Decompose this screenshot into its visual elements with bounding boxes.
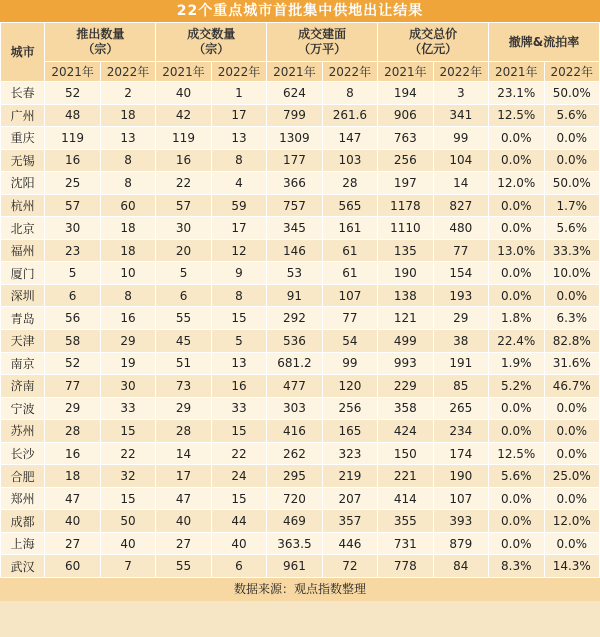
value-cell: 17 xyxy=(156,465,211,488)
table-row xyxy=(1,82,600,105)
table-row xyxy=(1,127,600,150)
table-row xyxy=(1,307,600,330)
value-cell: 29 xyxy=(45,397,100,420)
value-cell: 31.6% xyxy=(544,352,600,375)
value-cell: 84 xyxy=(433,555,488,578)
value-cell: 197 xyxy=(378,172,433,195)
value-cell: 119 xyxy=(45,127,100,150)
value-cell: 10 xyxy=(100,262,155,285)
value-cell: 358 xyxy=(378,397,433,420)
value-cell: 5.6% xyxy=(544,217,600,240)
value-cell: 10.0% xyxy=(544,262,600,285)
value-cell: 0.0% xyxy=(544,397,600,420)
value-cell: 0.0% xyxy=(489,149,544,172)
value-cell: 0.0% xyxy=(489,194,544,217)
value-cell: 9 xyxy=(211,262,266,285)
city-name-cell: 济南 xyxy=(1,375,45,398)
value-cell: 5 xyxy=(156,262,211,285)
value-cell: 40 xyxy=(156,510,211,533)
value-cell: 5.2% xyxy=(489,375,544,398)
value-cell: 77 xyxy=(322,307,377,330)
value-cell: 0.0% xyxy=(544,442,600,465)
value-cell: 32 xyxy=(100,465,155,488)
city-name-cell: 上海 xyxy=(1,532,45,555)
city-name-cell: 重庆 xyxy=(1,127,45,150)
city-name-cell: 武汉 xyxy=(1,555,45,578)
value-cell: 1309 xyxy=(267,127,322,150)
value-cell: 265 xyxy=(433,397,488,420)
value-cell: 0.0% xyxy=(544,532,600,555)
value-cell: 6 xyxy=(45,284,100,307)
header-year: 2021年 xyxy=(45,62,100,82)
value-cell: 30 xyxy=(45,217,100,240)
value-cell: 25 xyxy=(45,172,100,195)
value-cell: 50.0% xyxy=(544,82,600,105)
value-cell: 57 xyxy=(45,194,100,217)
value-cell: 5 xyxy=(211,330,266,353)
value-cell: 5.6% xyxy=(489,465,544,488)
table-row xyxy=(1,217,600,240)
value-cell: 565 xyxy=(322,194,377,217)
header-year: 2022年 xyxy=(322,62,377,82)
city-name-cell: 北京 xyxy=(1,217,45,240)
value-cell: 13.0% xyxy=(489,239,544,262)
value-cell: 6 xyxy=(156,284,211,307)
value-cell: 150 xyxy=(378,442,433,465)
value-cell: 18 xyxy=(45,465,100,488)
table-row xyxy=(1,284,600,307)
value-cell: 107 xyxy=(433,487,488,510)
value-cell: 1.8% xyxy=(489,307,544,330)
value-cell: 731 xyxy=(378,532,433,555)
value-cell: 1 xyxy=(211,82,266,105)
value-cell: 99 xyxy=(433,127,488,150)
value-cell: 0.0% xyxy=(489,420,544,443)
value-cell: 1.7% xyxy=(544,194,600,217)
value-cell: 55 xyxy=(156,307,211,330)
value-cell: 323 xyxy=(322,442,377,465)
value-cell: 993 xyxy=(378,352,433,375)
value-cell: 42 xyxy=(156,104,211,127)
value-cell: 15 xyxy=(211,487,266,510)
table-body xyxy=(1,82,600,578)
value-cell: 0.0% xyxy=(489,532,544,555)
value-cell: 207 xyxy=(322,487,377,510)
value-cell: 119 xyxy=(156,127,211,150)
value-cell: 13 xyxy=(211,352,266,375)
table-row xyxy=(1,487,600,510)
value-cell: 24 xyxy=(211,465,266,488)
value-cell: 146 xyxy=(267,239,322,262)
value-cell: 8 xyxy=(322,82,377,105)
table-row xyxy=(1,239,600,262)
value-cell: 0.0% xyxy=(489,217,544,240)
value-cell: 27 xyxy=(156,532,211,555)
value-cell: 40 xyxy=(211,532,266,555)
value-cell: 190 xyxy=(433,465,488,488)
value-cell: 4 xyxy=(211,172,266,195)
value-cell: 50 xyxy=(100,510,155,533)
value-cell: 393 xyxy=(433,510,488,533)
value-cell: 44 xyxy=(211,510,266,533)
header-group-rate: 撤牌&流拍率 xyxy=(489,23,600,62)
value-cell: 138 xyxy=(378,284,433,307)
value-cell: 91 xyxy=(267,284,322,307)
value-cell: 20 xyxy=(156,239,211,262)
value-cell: 161 xyxy=(322,217,377,240)
value-cell: 446 xyxy=(322,532,377,555)
value-cell: 28 xyxy=(156,420,211,443)
table-row xyxy=(1,172,600,195)
table-header xyxy=(1,23,600,82)
value-cell: 58 xyxy=(45,330,100,353)
value-cell: 13 xyxy=(211,127,266,150)
value-cell: 345 xyxy=(267,217,322,240)
value-cell: 22 xyxy=(211,442,266,465)
value-cell: 51 xyxy=(156,352,211,375)
value-cell: 30 xyxy=(156,217,211,240)
header-group-area: 成交建面 （万平） xyxy=(267,23,378,62)
city-name-cell: 厦门 xyxy=(1,262,45,285)
value-cell: 12 xyxy=(211,239,266,262)
value-cell: 3 xyxy=(433,82,488,105)
value-cell: 40 xyxy=(100,532,155,555)
table-row xyxy=(1,330,600,353)
value-cell: 120 xyxy=(322,375,377,398)
value-cell: 363.5 xyxy=(267,532,322,555)
value-cell: 38 xyxy=(433,330,488,353)
table-row xyxy=(1,510,600,533)
value-cell: 121 xyxy=(378,307,433,330)
value-cell: 77 xyxy=(45,375,100,398)
value-cell: 17 xyxy=(211,217,266,240)
city-name-cell: 成都 xyxy=(1,510,45,533)
value-cell: 0.0% xyxy=(489,487,544,510)
value-cell: 103 xyxy=(322,149,377,172)
value-cell: 18 xyxy=(100,217,155,240)
value-cell: 424 xyxy=(378,420,433,443)
value-cell: 416 xyxy=(267,420,322,443)
value-cell: 50.0% xyxy=(544,172,600,195)
value-cell: 52 xyxy=(45,352,100,375)
city-name-cell: 广州 xyxy=(1,104,45,127)
value-cell: 0.0% xyxy=(489,510,544,533)
value-cell: 6 xyxy=(211,555,266,578)
value-cell: 5.6% xyxy=(544,104,600,127)
value-cell: 13 xyxy=(100,127,155,150)
value-cell: 33 xyxy=(100,397,155,420)
value-cell: 73 xyxy=(156,375,211,398)
value-cell: 17 xyxy=(211,104,266,127)
value-cell: 107 xyxy=(322,284,377,307)
value-cell: 47 xyxy=(156,487,211,510)
table-row xyxy=(1,555,600,578)
value-cell: 1178 xyxy=(378,194,433,217)
data-table xyxy=(0,22,600,578)
header-year: 2022年 xyxy=(433,62,488,82)
value-cell: 40 xyxy=(45,510,100,533)
value-cell: 15 xyxy=(211,420,266,443)
value-cell: 72 xyxy=(322,555,377,578)
value-cell: 8 xyxy=(211,284,266,307)
header-year: 2021年 xyxy=(378,62,433,82)
value-cell: 341 xyxy=(433,104,488,127)
city-name-cell: 宁波 xyxy=(1,397,45,420)
value-cell: 8 xyxy=(100,172,155,195)
value-cell: 135 xyxy=(378,239,433,262)
value-cell: 54 xyxy=(322,330,377,353)
value-cell: 8 xyxy=(100,284,155,307)
value-cell: 469 xyxy=(267,510,322,533)
city-name-cell: 福州 xyxy=(1,239,45,262)
header-year: 2021年 xyxy=(489,62,544,82)
value-cell: 60 xyxy=(100,194,155,217)
value-cell: 12.0% xyxy=(544,510,600,533)
value-cell: 55 xyxy=(156,555,211,578)
value-cell: 0.0% xyxy=(544,284,600,307)
table-row xyxy=(1,352,600,375)
value-cell: 40 xyxy=(156,82,211,105)
value-cell: 33.3% xyxy=(544,239,600,262)
value-cell: 191 xyxy=(433,352,488,375)
table-row xyxy=(1,262,600,285)
value-cell: 720 xyxy=(267,487,322,510)
value-cell: 82.8% xyxy=(544,330,600,353)
value-cell: 681.2 xyxy=(267,352,322,375)
value-cell: 59 xyxy=(211,194,266,217)
header-city: 城市 xyxy=(1,23,45,82)
value-cell: 0.0% xyxy=(544,149,600,172)
value-cell: 193 xyxy=(433,284,488,307)
value-cell: 56 xyxy=(45,307,100,330)
city-name-cell: 郑州 xyxy=(1,487,45,510)
value-cell: 29 xyxy=(156,397,211,420)
header-year: 2022年 xyxy=(544,62,600,82)
value-cell: 61 xyxy=(322,262,377,285)
value-cell: 480 xyxy=(433,217,488,240)
value-cell: 624 xyxy=(267,82,322,105)
value-cell: 18 xyxy=(100,104,155,127)
value-cell: 22 xyxy=(156,172,211,195)
value-cell: 1.9% xyxy=(489,352,544,375)
value-cell: 256 xyxy=(322,397,377,420)
value-cell: 22.4% xyxy=(489,330,544,353)
header-year: 2021年 xyxy=(267,62,322,82)
value-cell: 60 xyxy=(45,555,100,578)
value-cell: 16 xyxy=(211,375,266,398)
value-cell: 16 xyxy=(156,149,211,172)
table-row xyxy=(1,104,600,127)
value-cell: 219 xyxy=(322,465,377,488)
city-name-cell: 深圳 xyxy=(1,284,45,307)
value-cell: 906 xyxy=(378,104,433,127)
value-cell: 23.1% xyxy=(489,82,544,105)
value-cell: 256 xyxy=(378,149,433,172)
value-cell: 61 xyxy=(322,239,377,262)
value-cell: 28 xyxy=(322,172,377,195)
value-cell: 414 xyxy=(378,487,433,510)
value-cell: 799 xyxy=(267,104,322,127)
header-year: 2022年 xyxy=(211,62,266,82)
value-cell: 295 xyxy=(267,465,322,488)
value-cell: 147 xyxy=(322,127,377,150)
value-cell: 15 xyxy=(100,420,155,443)
value-cell: 778 xyxy=(378,555,433,578)
table-row xyxy=(1,375,600,398)
header-group-sold: 成交数量 （宗） xyxy=(156,23,267,62)
city-name-cell: 青岛 xyxy=(1,307,45,330)
value-cell: 234 xyxy=(433,420,488,443)
value-cell: 221 xyxy=(378,465,433,488)
value-cell: 7 xyxy=(100,555,155,578)
value-cell: 12.0% xyxy=(489,172,544,195)
value-cell: 1110 xyxy=(378,217,433,240)
value-cell: 0.0% xyxy=(544,127,600,150)
value-cell: 57 xyxy=(156,194,211,217)
city-name-cell: 天津 xyxy=(1,330,45,353)
value-cell: 8 xyxy=(211,149,266,172)
value-cell: 18 xyxy=(100,239,155,262)
city-name-cell: 合肥 xyxy=(1,465,45,488)
value-cell: 0.0% xyxy=(489,284,544,307)
city-name-cell: 沈阳 xyxy=(1,172,45,195)
value-cell: 499 xyxy=(378,330,433,353)
value-cell: 763 xyxy=(378,127,433,150)
value-cell: 229 xyxy=(378,375,433,398)
value-cell: 47 xyxy=(45,487,100,510)
table-row xyxy=(1,442,600,465)
value-cell: 177 xyxy=(267,149,322,172)
value-cell: 303 xyxy=(267,397,322,420)
value-cell: 23 xyxy=(45,239,100,262)
value-cell: 99 xyxy=(322,352,377,375)
value-cell: 8 xyxy=(100,149,155,172)
city-name-cell: 苏州 xyxy=(1,420,45,443)
value-cell: 45 xyxy=(156,330,211,353)
value-cell: 961 xyxy=(267,555,322,578)
value-cell: 104 xyxy=(433,149,488,172)
city-name-cell: 长沙 xyxy=(1,442,45,465)
header-group-launched: 推出数量 （宗） xyxy=(45,23,156,62)
value-cell: 165 xyxy=(322,420,377,443)
value-cell: 194 xyxy=(378,82,433,105)
value-cell: 14 xyxy=(433,172,488,195)
value-cell: 52 xyxy=(45,82,100,105)
table-title: 22个重点城市首批集中供地出让结果 xyxy=(0,0,600,22)
value-cell: 0.0% xyxy=(489,262,544,285)
table-row xyxy=(1,420,600,443)
value-cell: 190 xyxy=(378,262,433,285)
value-cell: 48 xyxy=(45,104,100,127)
table-row xyxy=(1,532,600,555)
value-cell: 14 xyxy=(156,442,211,465)
value-cell: 77 xyxy=(433,239,488,262)
value-cell: 12.5% xyxy=(489,442,544,465)
value-cell: 27 xyxy=(45,532,100,555)
header-year: 2022年 xyxy=(100,62,155,82)
value-cell: 262 xyxy=(267,442,322,465)
city-name-cell: 杭州 xyxy=(1,194,45,217)
value-cell: 0.0% xyxy=(544,487,600,510)
value-cell: 879 xyxy=(433,532,488,555)
value-cell: 357 xyxy=(322,510,377,533)
value-cell: 261.6 xyxy=(322,104,377,127)
city-name-cell: 长春 xyxy=(1,82,45,105)
value-cell: 19 xyxy=(100,352,155,375)
source-note: 数据来源：观点指数整理 xyxy=(0,578,600,601)
value-cell: 0.0% xyxy=(489,397,544,420)
value-cell: 12.5% xyxy=(489,104,544,127)
city-name-cell: 无锡 xyxy=(1,149,45,172)
value-cell: 16 xyxy=(45,442,100,465)
value-cell: 16 xyxy=(100,307,155,330)
value-cell: 0.0% xyxy=(544,420,600,443)
header-group-price: 成交总价 （亿元） xyxy=(378,23,489,62)
value-cell: 15 xyxy=(211,307,266,330)
value-cell: 0.0% xyxy=(489,127,544,150)
value-cell: 29 xyxy=(433,307,488,330)
value-cell: 536 xyxy=(267,330,322,353)
value-cell: 53 xyxy=(267,262,322,285)
table-row xyxy=(1,397,600,420)
table-row xyxy=(1,149,600,172)
value-cell: 28 xyxy=(45,420,100,443)
value-cell: 827 xyxy=(433,194,488,217)
value-cell: 22 xyxy=(100,442,155,465)
city-name-cell: 南京 xyxy=(1,352,45,375)
value-cell: 46.7% xyxy=(544,375,600,398)
value-cell: 2 xyxy=(100,82,155,105)
table-row xyxy=(1,465,600,488)
value-cell: 154 xyxy=(433,262,488,285)
value-cell: 355 xyxy=(378,510,433,533)
value-cell: 477 xyxy=(267,375,322,398)
value-cell: 85 xyxy=(433,375,488,398)
value-cell: 6.3% xyxy=(544,307,600,330)
value-cell: 292 xyxy=(267,307,322,330)
value-cell: 8.3% xyxy=(489,555,544,578)
value-cell: 29 xyxy=(100,330,155,353)
value-cell: 30 xyxy=(100,375,155,398)
table-row xyxy=(1,194,600,217)
value-cell: 757 xyxy=(267,194,322,217)
value-cell: 25.0% xyxy=(544,465,600,488)
header-year: 2021年 xyxy=(156,62,211,82)
value-cell: 5 xyxy=(45,262,100,285)
value-cell: 366 xyxy=(267,172,322,195)
value-cell: 16 xyxy=(45,149,100,172)
value-cell: 14.3% xyxy=(544,555,600,578)
value-cell: 174 xyxy=(433,442,488,465)
value-cell: 33 xyxy=(211,397,266,420)
value-cell: 15 xyxy=(100,487,155,510)
